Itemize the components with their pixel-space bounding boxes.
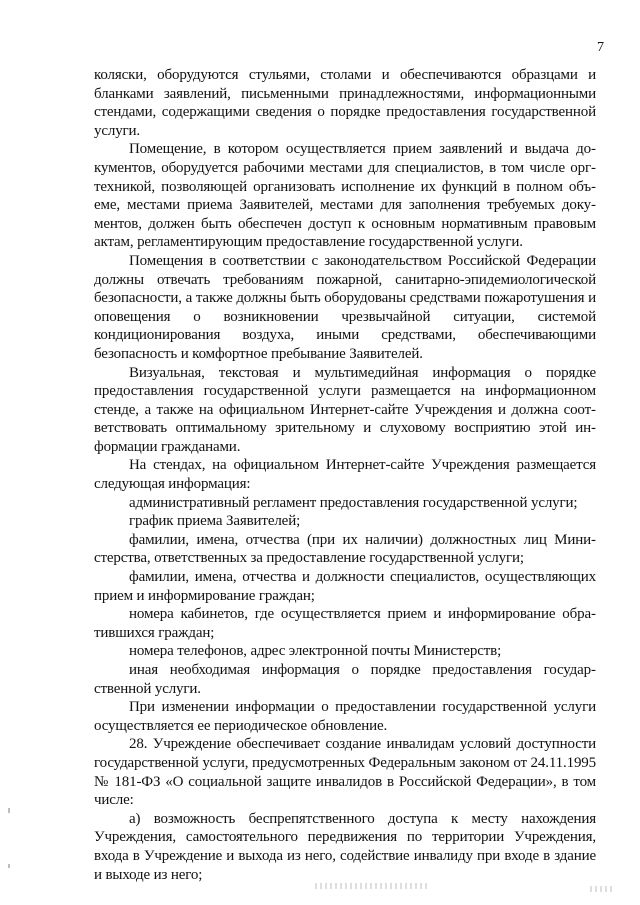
paragraph: Помещение, в котором осуществляется прием заявлений и выдача документов, оборудуется рабочими местами для специалистов, в том числе оргтехникой, позволяющей организовать исполнение их функций в полном объеме, местами приема Заявителей, местами для заполнения требуемых документов, должен быть обеспечен доступ к основным нормативным правовым актам, регламентирующим предоставление государственной услуги. xyxy=(94,141,596,251)
page-number: 7 xyxy=(597,40,604,55)
scan-artifact xyxy=(315,883,430,889)
list-item: номера кабинетов, где осуществляется прием и информирование обратившихся граждан; xyxy=(94,606,596,641)
paragraph: Помещения в соответствии с законодательством Российской Федерации должны отвечать требованиям пожарной, санитарно-эпидемиологической безопасности, а также должны быть оборудованы средствами пожаротушения и оповещения о возникновении чрезвычайной ситуации, системой кондиционирования воздуха, иными средствами, обеспечивающими безопасность и комфортное пребывание Заявителей. xyxy=(94,252,596,362)
scan-margin-mark xyxy=(8,808,10,813)
paragraph: На стендах, на официальном Интернет-сайте Учреждения размещается следующая информация: xyxy=(94,457,596,493)
paragraph: Визуальная, текстовая и мультимедийная информация о порядке предоставления государственной услуги размещается на информационном стенде, а также на официальном Интернет-сайте Учреждения и должна соответствовать оптимальному зрительному и слуховому восприятию этой информации гражданами. xyxy=(94,364,596,455)
list-item: фамилии, имена, отчества и должности специалистов, осуществляющих прием и информирование граждан; xyxy=(94,569,596,604)
list-item: график приема Заявителей; xyxy=(129,513,301,530)
scan-margin-mark xyxy=(8,864,10,868)
paragraph: При изменении информации о предоставлении государственной услуги осуществляется ее периодическое обновление. xyxy=(94,699,596,734)
page-body xyxy=(94,66,596,884)
paragraph: а) возможность беспрепятственного доступа к месту нахождения Учреждения, самостоятельного передвижения по территории Учреждения, входа в Учреждение и выхода из него, содействие инвалиду при входе в здание и выходе из него; xyxy=(94,810,596,883)
numbered-paragraph: 28. Учреждение обеспечивает создание инвалидам условий доступности государственной услуги, предусмотренных Федеральным законом от 24.11.1995 № 181-ФЗ «О социальной защите инвалидов в Российской Федерации», в том числе: xyxy=(94,736,596,809)
list-item: номера телефонов, адрес электронной почты Министерств; xyxy=(129,643,502,660)
list-item: административный регламент предоставления государственной услуги; xyxy=(129,494,578,511)
list-item: иная необходимая информация о порядке предоставления государственной услуги. xyxy=(94,662,596,697)
paragraph: коляски, оборудуются стульями, столами и обеспечиваются образцами и бланками заявлений, письменными принадлежностями, информационными стендами, содержащими сведения о порядке предоставления государственной услуги. xyxy=(94,67,596,139)
scan-artifact xyxy=(590,886,612,892)
list-item: фамилии, имена, отчества (при их наличии) должностных лиц Министерства, ответственных за предоставление государственной услуги; xyxy=(94,531,596,567)
